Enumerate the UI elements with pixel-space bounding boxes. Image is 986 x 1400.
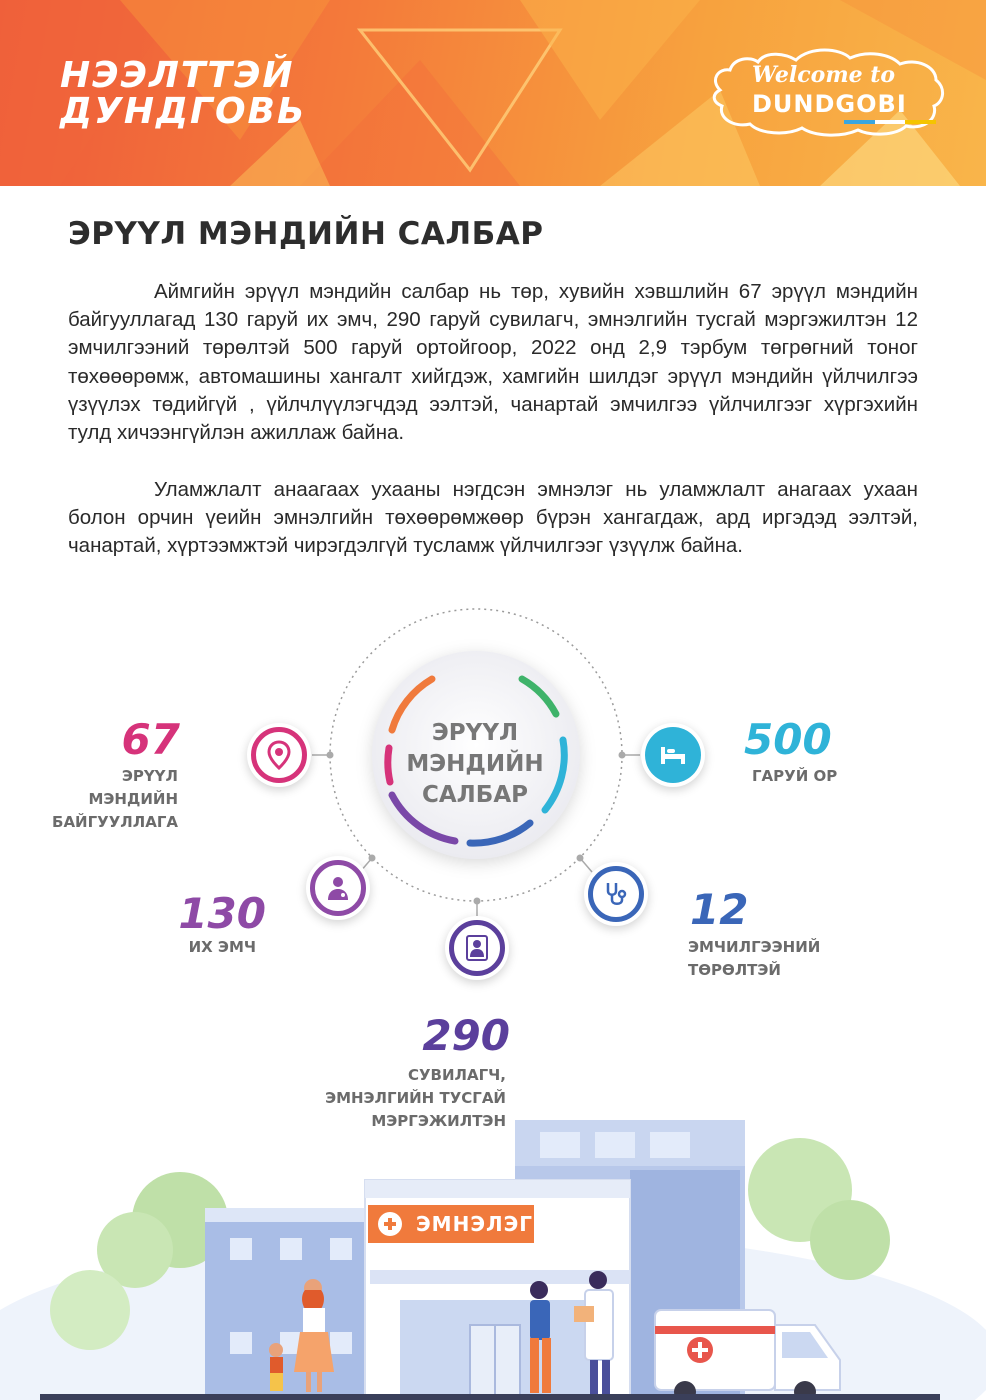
intro-paragraph: Аймгийн эрүүл мэндийн салбар нь төр, хувийн хэвшлийн 67 эрүүл мэндийн байгууллагад 130 гаруй их эмч, 290 гаруй сувилагч, эмнэлгийн тусгай мэргэжилтэн 12 эмчилгээний төрөлтэй 500 гаруй ортойгоор, 2022 онд 2,9 тэрбум төгрөгний тоног төхөөөрөмж, автомашины хангалт хийгдэж, хамгийн шилдэг эрүүл мэндийн үйлчилгээ үзүүлэх төдийгүй , үйлчлүүлэгчдэд ээлтэй, чанартай эмчилгээ үйлчилгээг хүргэхийн тулд хичээнгүйлэн ажиллаж байна. — [68, 280, 918, 445]
traditional-medicine-paragraph: Уламжлалт анаагаах ухааны нэгдсэн эмнэлэг нь уламжлалт анагаах ухаан болон орчин үеийн эмнэлгийн төхөөрөмжөөр бүрэн хангагдаж, ард иргэдэд ээлтэй, чанартай, хүртээмжтэй чирэгдэлгүй тусламж үйлчилгээг үзүүлж байна. — [68, 478, 918, 558]
stat-label-doctors — [100, 936, 256, 959]
stat-value-doctors: 130 — [178, 889, 266, 938]
stat-label-beds — [752, 765, 837, 788]
stat-value-treatment-types: 12 — [690, 885, 749, 934]
stat-label-line: ГАРУЙ ОР — [752, 767, 838, 785]
stat-label-line: БАЙГУУЛЛАГА — [52, 813, 178, 831]
hospital-illustration — [0, 1110, 986, 1400]
brand-line-2: ДУНДГОВЬ — [60, 91, 307, 132]
stat-label-line: ЭРҮҮЛ — [121, 767, 178, 785]
stat-value-beds: 500 — [744, 715, 832, 764]
page-title: ЭРҮҮЛ МЭНДИЙН САЛБАР — [68, 216, 544, 252]
welcome-text: Welcome to — [752, 62, 896, 88]
stat-label-line: МЭНДИЙН — [88, 790, 178, 808]
center-label-line-2: МЭНДИЙН — [406, 751, 544, 777]
center-label-line-3: САЛБАР — [422, 782, 528, 808]
stat-label-organizations — [30, 765, 178, 834]
doctor-icon — [306, 856, 370, 920]
stat-label-line: ИХ ЭМЧ — [188, 938, 256, 956]
stat-label-line: ЭМНЭЛГИЙН ТУСГАЙ — [325, 1089, 506, 1107]
hospital-sign-text: ЭМНЭЛЭГ — [416, 1212, 534, 1236]
stat-label-treatment-types — [688, 936, 820, 982]
nurse-icon — [445, 916, 509, 980]
stat-label-line: СУВИЛАГЧ, — [407, 1066, 506, 1084]
header-banner — [0, 0, 986, 186]
welcome-stripe — [844, 120, 936, 124]
hospital-scene — [0, 1110, 986, 1400]
brand-line-1: НЭЭЛТТЭЙ — [60, 55, 295, 96]
location-pin-icon — [247, 723, 311, 787]
stethoscope-icon — [584, 862, 648, 926]
welcome-place-name: DUNDGOBI — [752, 90, 907, 118]
welcome-badge — [700, 40, 950, 140]
stat-value-nurses: 290 — [422, 1011, 510, 1060]
center-label — [380, 718, 570, 811]
stat-label-line: МЭРГЭЖИЛТЭН — [371, 1112, 506, 1130]
brand-logo-text — [60, 55, 307, 132]
stat-label-line: ЭМЧИЛГЭЭНИЙ — [688, 938, 821, 956]
stat-value-organizations: 67 — [121, 715, 180, 764]
stat-label-line: ТӨРӨЛТЭЙ — [688, 961, 781, 979]
health-sector-infographic — [0, 590, 986, 1130]
center-label-line-1: ЭРҮҮЛ — [431, 720, 519, 746]
hospital-bed-icon — [641, 723, 705, 787]
